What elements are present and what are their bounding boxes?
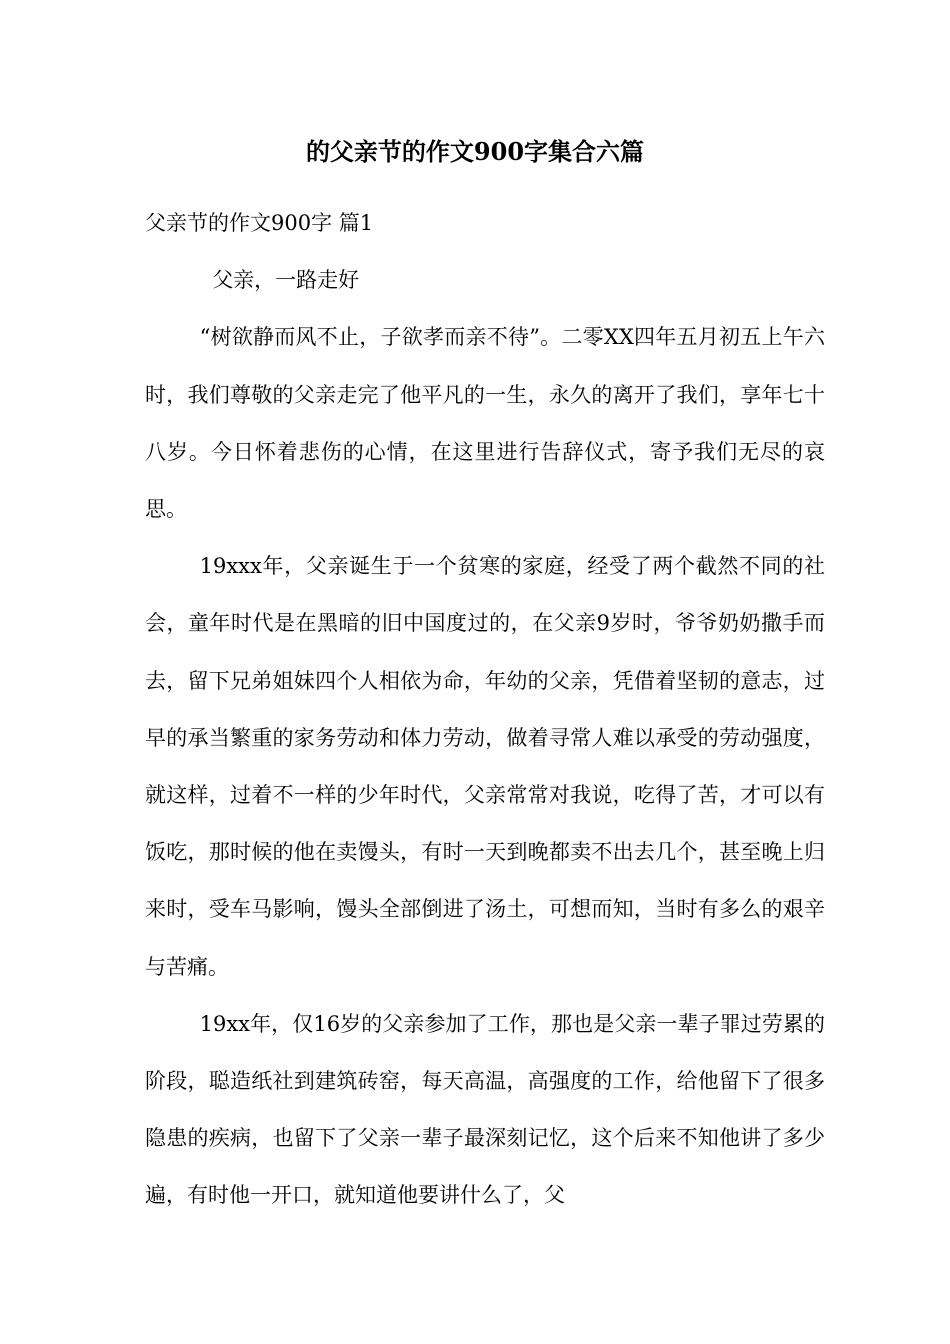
paragraph-2: 19xxx年，父亲诞生于一个贫寒的家庭，经受了两个截然不同的社会，童年时代是在黑暗的旧中国度过的，在父亲9岁时，爷爷奶奶撒手而去，留下兄弟姐妹四个人相依为命，年幼的父亲，凭借着坚韧的意志，过早的承当繁重的家务劳动和体力劳动，做着寻常人难以承受的劳动强度，就这样，过着不一样的少年时代，父亲常常对我说，吃得了苦，才可以有饭吃，那时候的他在卖馒头，有时一天到晚都卖不出去几个，甚至晚上归来时，受车马影响，馒头全部倒进了汤土，可想而知，当时有多么的艰辛与苦痛。: [145, 554, 825, 979]
section-heading: 父亲节的作文900字 篇1: [145, 211, 374, 235]
document-body: [145, 195, 825, 1225]
paragraph-1: “树欲静而风不止，子欲孝而亲不待”。二零XX四年五月初五上午六时，我们尊敬的父亲走完了他平凡的一生，永久的离开了我们，享年七十八岁。今日怀着悲伤的心情，在这里进行告辞仪式，寄予我们无尽的哀思。: [145, 325, 825, 522]
paragraph-3: 19xx年，仅16岁的父亲参加了工作，那也是父亲一辈子罪过劳累的阶段，聪造纸社到建筑砖窑，每天高温，高强度的工作，给他留下了很多隐患的疾病，也留下了父亲一辈子最深刻记忆，这个后来不知他讲了多少遍，有时他一开口，就知道他要讲什么了，父: [145, 1011, 825, 1208]
document-title: 的父亲节的作文900字集合六篇: [305, 137, 645, 166]
essay-subtitle: 父亲，一路走好: [212, 268, 360, 293]
